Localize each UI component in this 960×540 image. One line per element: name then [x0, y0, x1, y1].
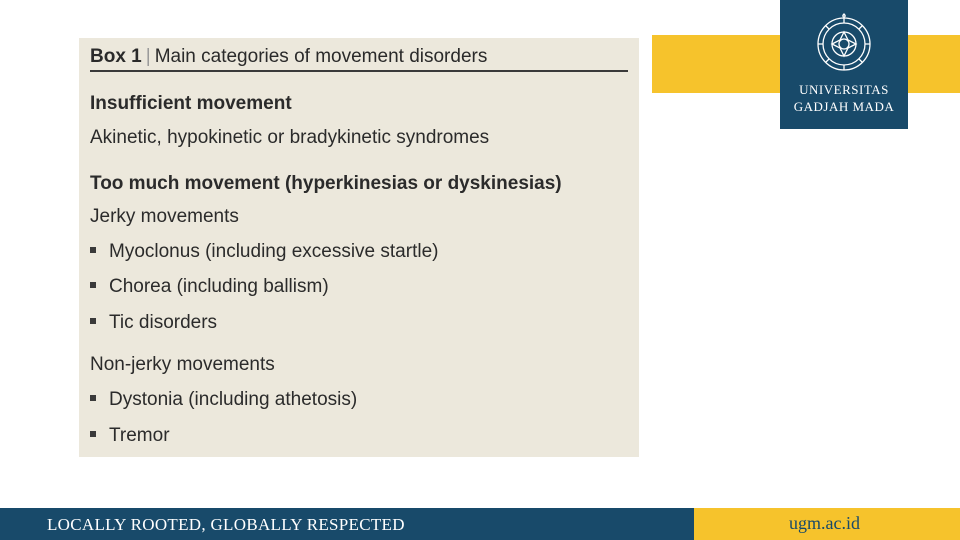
- bullet-icon: [90, 282, 96, 288]
- list-item: [90, 275, 329, 299]
- section-too-much-heading: Too much movement (hyperkinesias or dyskinesias): [90, 173, 562, 194]
- university-seal-icon: [814, 12, 874, 76]
- list-item: [90, 388, 357, 412]
- list-item-text: Tic disorders: [109, 312, 218, 333]
- footer-url: ugm.ac.id: [789, 513, 860, 533]
- list-item-text: Tremor: [109, 425, 170, 446]
- list-item: [90, 424, 170, 448]
- list-item: [90, 240, 438, 264]
- list-item: [90, 311, 217, 335]
- university-logo: [780, 0, 908, 129]
- footer-tagline-bar: [0, 508, 694, 540]
- box-title: [90, 44, 628, 72]
- logo-text-line2: GADJAH MADA: [793, 99, 895, 114]
- bullet-icon: [90, 431, 96, 437]
- bullet-icon: [90, 247, 96, 253]
- jerky-movements-heading: Jerky movements: [90, 206, 239, 227]
- box-title-text: Main categories of movement disorders: [154, 46, 488, 67]
- list-item-text: Myoclonus (including excessive startle): [109, 241, 439, 262]
- logo-text-line1: UNIVERSITAS: [799, 82, 889, 97]
- box-label: Box 1: [90, 46, 142, 67]
- section-insufficient-text: Akinetic, hypokinetic or bradykinetic syndromes: [90, 127, 490, 148]
- section-insufficient-heading: Insufficient movement: [90, 93, 292, 114]
- list-item-text: Chorea (including ballism): [109, 276, 329, 297]
- bullet-icon: [90, 318, 96, 324]
- non-jerky-movements-heading: Non-jerky movements: [90, 354, 275, 375]
- list-item-text: Dystonia (including athetosis): [109, 389, 358, 410]
- movement-disorders-box: [79, 38, 639, 457]
- bullet-icon: [90, 395, 96, 401]
- footer-tagline: LOCALLY ROOTED, GLOBALLY RESPECTED: [47, 515, 405, 534]
- box-title-separator: |: [145, 46, 151, 67]
- footer-url-bar: [694, 508, 960, 540]
